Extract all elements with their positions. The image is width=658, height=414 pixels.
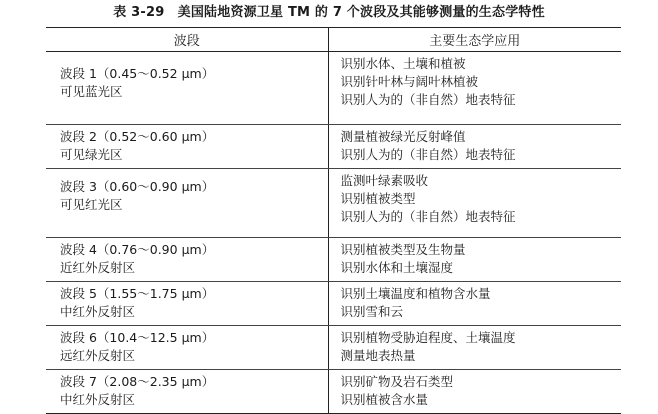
use-item: 识别植被含水量: [340, 392, 429, 407]
uses-cell: [328, 125, 621, 169]
table-row: [46, 52, 621, 125]
band-cell: [46, 282, 328, 326]
header-band: 波段: [46, 28, 328, 52]
use-item: 识别水体和土壤湿度: [340, 260, 454, 275]
use-item: 测量地表热量: [340, 348, 416, 363]
band-label: 波段 5（1.55～1.75 μm）: [60, 286, 215, 301]
tm-bands-table: [46, 27, 621, 414]
use-item: 识别植被类型: [340, 191, 416, 206]
use-item: 识别矿物及岩石类型: [340, 374, 454, 389]
band-region: 中红外反射区: [60, 392, 136, 407]
use-item: 识别植物受胁迫程度、土壤温度: [340, 330, 516, 345]
band-region: 中红外反射区: [60, 304, 136, 319]
table-row: [46, 125, 621, 169]
use-item: 识别水体、土壤和植被: [340, 56, 466, 71]
band-label: 波段 4（0.76～0.90 μm）: [60, 242, 215, 257]
band-region: 近红外反射区: [60, 260, 136, 275]
band-label: 波段 6（10.4～12.5 μm）: [60, 330, 215, 345]
band-region: 可见绿光区: [60, 147, 123, 162]
band-cell: [46, 169, 328, 238]
uses-cell: [328, 169, 621, 238]
band-cell: [46, 52, 328, 125]
table-row: [46, 282, 621, 326]
use-item: 测量植被绿光反射峰值: [340, 129, 466, 144]
table-header-row: [46, 28, 621, 52]
header-applications: 主要生态学应用: [328, 28, 621, 52]
band-label: 波段 1（0.45～0.52 μm）: [60, 66, 215, 81]
use-item: 识别人为的（非自然）地表特征: [340, 92, 516, 107]
uses-cell: [328, 238, 621, 282]
band-label: 波段 7（2.08～2.35 μm）: [60, 374, 215, 389]
band-cell: [46, 370, 328, 414]
band-cell: [46, 238, 328, 282]
use-item: 识别植被类型及生物量: [340, 242, 466, 257]
use-item: 识别针叶林与阔叶林植被: [340, 74, 479, 89]
table-row: [46, 238, 621, 282]
table-row: [46, 169, 621, 238]
use-item: 识别雪和云: [340, 304, 404, 319]
table-row: [46, 326, 621, 370]
table-row: [46, 370, 621, 414]
use-item: 监测叶绿素吸收: [340, 173, 429, 188]
use-item: 识别土壤温度和植物含水量: [340, 286, 491, 301]
uses-cell: [328, 370, 621, 414]
band-region: 可见红光区: [60, 197, 123, 212]
band-region: 远红外反射区: [60, 348, 136, 363]
band-cell: [46, 125, 328, 169]
uses-cell: [328, 282, 621, 326]
band-cell: [46, 326, 328, 370]
uses-cell: [328, 326, 621, 370]
table-caption: 表 3-29 美国陆地资源卫星 TM 的 7 个波段及其能够测量的生态学特性: [113, 5, 545, 20]
band-label: 波段 2（0.52～0.60 μm）: [60, 129, 215, 144]
band-region: 可见蓝光区: [60, 84, 123, 99]
use-item: 识别人为的（非自然）地表特征: [340, 147, 516, 162]
use-item: 识别人为的（非自然）地表特征: [340, 209, 516, 224]
uses-cell: [328, 52, 621, 125]
band-label: 波段 3（0.60～0.90 μm）: [60, 179, 215, 194]
